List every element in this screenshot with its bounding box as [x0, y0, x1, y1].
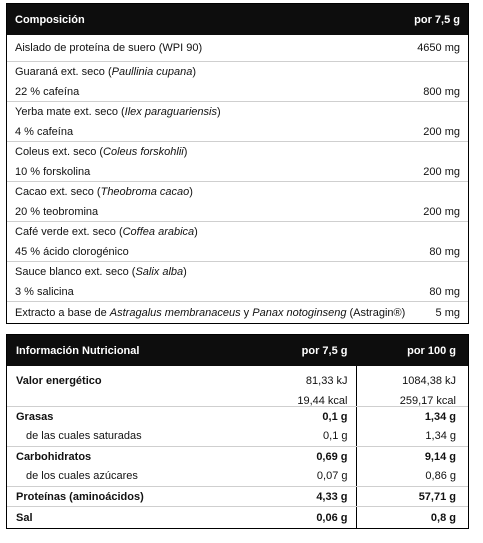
ingredient-amount: 80 mg	[429, 246, 460, 258]
ingredient-name: Café verde ext. seco (Coffea arabica)	[15, 226, 198, 238]
carbs-serving: 0,69 g	[316, 451, 348, 463]
composition-row	[7, 35, 468, 61]
ingredient-name: Cacao ext. seco (Theobroma cacao)	[15, 186, 193, 198]
ingredient-name: Extracto a base de Astragalus membranaceus y Panax notoginseng (Astragin®)	[15, 306, 406, 319]
ingredient-name: Aislado de proteína de suero (WPI 90)	[15, 42, 203, 54]
ingredient-active: 4 % cafeína	[15, 126, 74, 138]
protein-100g: 57,71 g	[418, 491, 456, 503]
ingredient-latin-name: Coleus forskohlii	[103, 146, 184, 158]
ingredient-amount: 200 mg	[423, 166, 460, 178]
nutrition-row-fat	[7, 406, 468, 426]
composition-table	[6, 3, 469, 324]
composition-row	[7, 261, 468, 301]
fat-serving: 0,1 g	[322, 411, 348, 423]
ingredient-amount: 5 mg	[435, 306, 460, 319]
column-divider	[356, 366, 357, 406]
nutrition-row-carbs	[7, 446, 468, 466]
composition-row	[7, 301, 468, 323]
nutrition-title: Información Nutricional	[16, 344, 140, 357]
energy-kj-100g: 1084,38 kJ	[402, 375, 456, 387]
ingredient-name: Coleus ext. seco (Coleus forskohlii)	[15, 146, 188, 158]
saturated-serving: 0,1 g	[323, 430, 348, 442]
ingredient-latin-name: Astragalus membranaceus	[109, 306, 241, 319]
ingredient-active: 20 % teobromina	[15, 206, 99, 218]
energy-kcal-100g: 259,17 kcal	[399, 395, 456, 407]
ingredient-name: Guaraná ext. seco (Paullinia cupana)	[15, 66, 197, 78]
nutrition-header	[7, 335, 468, 366]
composition-row	[7, 61, 468, 101]
nutrition-row-sugars	[7, 466, 468, 486]
ingredient-name: Sauce blanco ext. seco (Salix alba)	[15, 266, 187, 278]
composition-row	[7, 141, 468, 181]
header-per-100g: por 100 g	[407, 344, 456, 357]
composition-per-serving: por 7,5 g	[414, 13, 460, 26]
energy-label: Valor energético	[16, 375, 102, 387]
salt-100g: 0,8 g	[430, 511, 456, 524]
ingredient-active: 10 % forskolina	[15, 166, 91, 178]
saturated-label: de las cuales saturadas	[26, 430, 142, 442]
nutrition-row-salt	[7, 506, 468, 528]
ingredient-latin-name: Coffea arabica	[122, 226, 195, 238]
ingredient-latin-name: Salix alba	[135, 266, 184, 278]
nutrition-row-protein	[7, 486, 468, 506]
ingredient-latin-name: Theobroma cacao	[100, 186, 190, 198]
salt-serving: 0,06 g	[316, 511, 348, 524]
sugars-100g: 0,86 g	[425, 470, 457, 482]
carbs-label: Carbohidratos	[16, 451, 92, 463]
fat-label: Grasas	[16, 411, 54, 423]
ingredient-latin-name: Panax notoginseng	[252, 306, 347, 319]
sugars-label: de los cuales azúcares	[26, 470, 138, 482]
salt-label: Sal	[16, 511, 33, 524]
ingredient-amount: 4650 mg	[417, 42, 460, 54]
ingredient-active: 22 % cafeína	[15, 86, 80, 98]
energy-kcal-serving: 19,44 kcal	[297, 395, 348, 407]
ingredient-amount: 80 mg	[429, 286, 460, 298]
header-per-serving: por 7,5 g	[301, 344, 348, 357]
nutrition-table	[6, 334, 469, 529]
ingredient-latin-name: Ilex paraguariensis	[124, 106, 217, 118]
nutrition-row-energy	[7, 366, 468, 406]
sugars-serving: 0,07 g	[316, 470, 348, 482]
protein-label: Proteínas (aminoácidos)	[16, 491, 144, 503]
ingredient-active: 3 % salicina	[15, 286, 74, 298]
protein-serving: 4,33 g	[316, 491, 348, 503]
nutrition-row-saturated	[7, 426, 468, 446]
ingredient-amount: 200 mg	[423, 206, 460, 218]
ingredient-name: Yerba mate ext. seco (Ilex paraguariensis)	[15, 106, 221, 118]
carbs-100g: 9,14 g	[424, 451, 456, 463]
composition-row	[7, 101, 468, 141]
energy-kj-serving: 81,33 kJ	[305, 375, 348, 387]
ingredient-amount: 800 mg	[423, 86, 460, 98]
saturated-100g: 1,34 g	[425, 430, 457, 442]
ingredient-latin-name: Paullinia cupana	[111, 66, 193, 78]
ingredient-active: 45 % ácido clorogénico	[15, 246, 129, 258]
composition-row	[7, 181, 468, 221]
composition-title: Composición	[15, 13, 85, 26]
ingredient-amount: 200 mg	[423, 126, 460, 138]
fat-100g: 1,34 g	[424, 411, 456, 423]
composition-row	[7, 221, 468, 261]
composition-header	[7, 4, 468, 35]
